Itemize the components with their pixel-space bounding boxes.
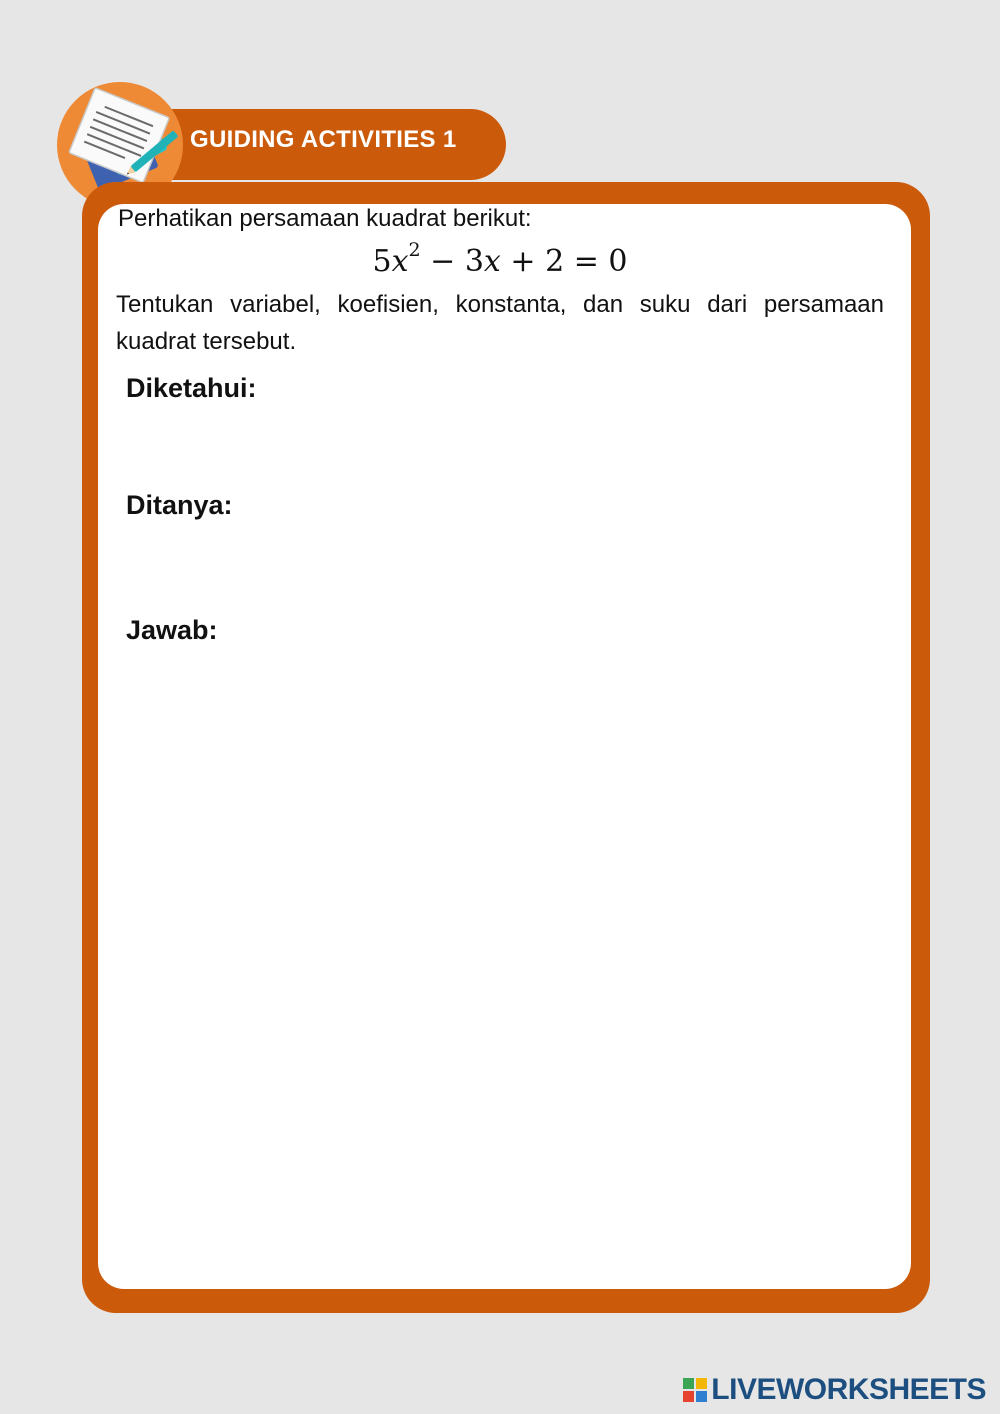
equals-sign: =: [573, 244, 599, 279]
asked-label: Ditanya:: [126, 490, 233, 520]
intro-text: Perhatikan persamaan kuadrat berikut:: [118, 205, 532, 232]
question-text: Tentukan variabel, koefisien, konstanta, dan suku dari persamaan kuadrat tersebut.: [116, 291, 884, 355]
variable-x-linear: x: [483, 244, 501, 279]
worksheet-panel: [98, 204, 911, 1289]
quadratic-equation: [0, 239, 1000, 279]
exponent: 2: [408, 239, 421, 261]
right-hand-side: 0: [608, 244, 628, 279]
constant: 2: [545, 244, 565, 279]
plus-sign: +: [510, 244, 536, 279]
brand-name: LIVEWORKSHEETS: [711, 1373, 986, 1406]
answer-label: Jawab:: [126, 615, 218, 645]
coefficient-b: 3: [464, 244, 484, 279]
minus-sign: −: [430, 244, 456, 279]
activity-title: GUIDING ACTIVITIES 1: [190, 126, 457, 153]
variable-x: x: [391, 244, 409, 279]
known-label: Diketahui:: [126, 373, 257, 403]
liveworksheets-brand: [683, 1373, 986, 1407]
liveworksheets-logo-icon: [683, 1378, 707, 1402]
coefficient-a: 5: [372, 244, 392, 279]
